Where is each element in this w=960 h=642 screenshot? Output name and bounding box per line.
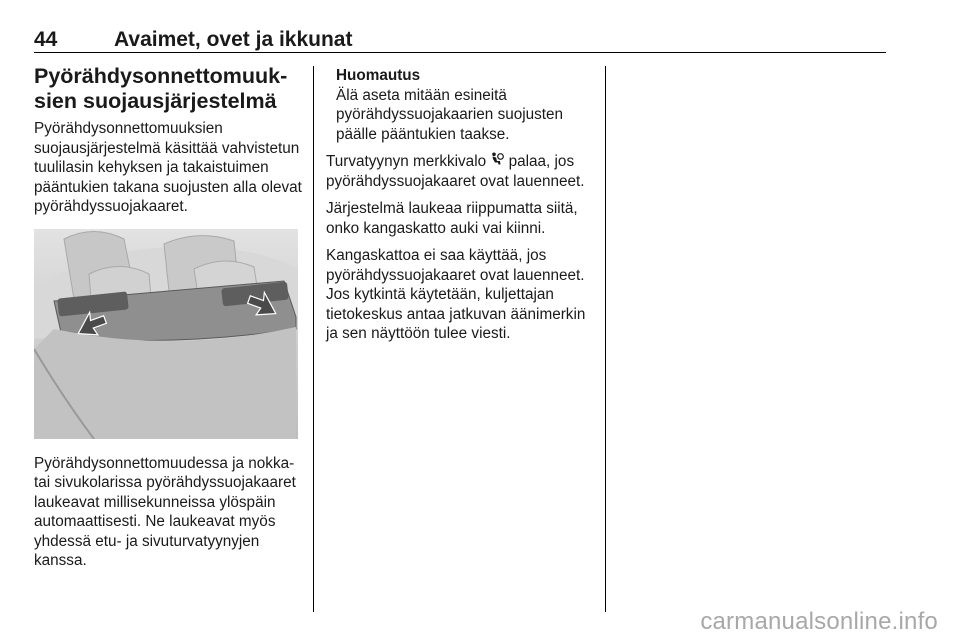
watermark: carmanualsonline.info xyxy=(700,608,938,635)
column-divider-1 xyxy=(313,66,314,612)
middle-column xyxy=(326,66,592,344)
section-title: Pyörähdysonnettomuuk-sien suojausjärjestelmä xyxy=(34,64,288,113)
page-header xyxy=(34,28,886,52)
deploy-paragraph: Järjestelmä laukeaa riippumatta siitä, onko kangaskatto auki vai kiinni. xyxy=(326,200,578,237)
airbag-warning-icon xyxy=(490,152,504,172)
header-rule xyxy=(34,52,886,53)
indicator-paragraph xyxy=(326,152,592,191)
intro-paragraph: Pyörähdysonnettomuuksien suojausjärjestelmä käsittää vahvistetun tuulilasin kehyksen ja takaistuimen pääntukien takana suojusten alla olevat pyörähdyssuojakaaret. xyxy=(34,120,302,215)
note-text: Älä aseta mitään esineitä pyörähdyssuojakaarien suojusten päälle pääntukien taakse. xyxy=(336,86,564,143)
note-box xyxy=(336,66,592,144)
car-illustration xyxy=(34,229,298,439)
softtop-paragraph: Kangaskattoa ei saa käyttää, jos pyörähdyssuojakaaret ovat lauenneet. Jos kytkintä käytetään, kuljettajan tietokeskus antaa jatkuvan äänimerkin ja sen näyttöön tulee viesti. xyxy=(326,247,586,342)
indicator-text-start: Turvatyynyn merkkivalo xyxy=(326,153,487,170)
column-divider-2 xyxy=(605,66,606,612)
chapter-title: Avaimet, ovet ja ikkunat xyxy=(114,28,353,51)
page-number: 44 xyxy=(34,28,58,51)
note-title: Huomautus xyxy=(336,67,421,84)
indicator-text-end: palaa, jos pyörähdyssuojakaaret ovat lauenneet. xyxy=(326,153,585,190)
left-column xyxy=(34,64,302,571)
rollover-bars-illustration xyxy=(34,229,298,439)
figure-caption: Pyörähdysonnettomuudessa ja nokka- tai sivukolarissa pyörähdyssuojakaaret laukeavat millisekunneissa ylöspäin automaattisesti. Ne laukeavat myös yhdessä etu- ja sivuturvatyynyjen kanssa. xyxy=(34,454,296,569)
